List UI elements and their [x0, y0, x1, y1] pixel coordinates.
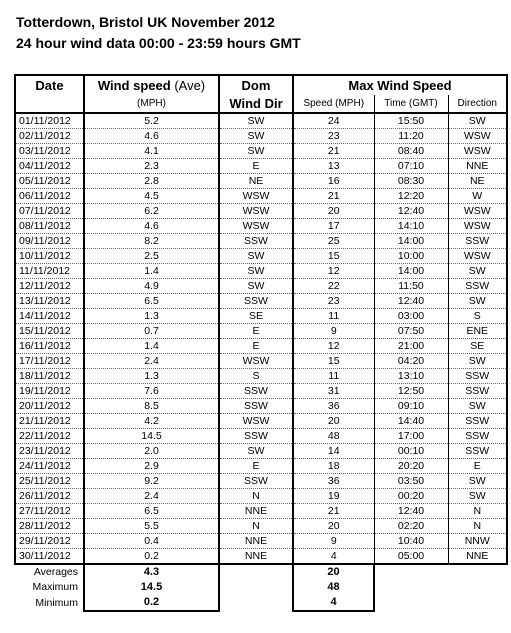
cell-max-direction: NNE: [448, 549, 507, 565]
summary-empty: [374, 580, 448, 595]
cell-max-time: 08:30: [374, 174, 448, 189]
cell-max-direction: SSW: [448, 429, 507, 444]
cell-ave-speed: 6.5: [84, 294, 219, 309]
cell-date: 06/11/2012: [15, 189, 84, 204]
cell-ave-speed: 6.2: [84, 204, 219, 219]
cell-max-direction: WSW: [448, 249, 507, 264]
cell-ave-speed: 2.4: [84, 354, 219, 369]
table-row: [15, 249, 507, 264]
summary-ave-speed: 14.5: [84, 580, 219, 595]
summary-label: Maximum: [32, 581, 78, 593]
cell-date: 19/11/2012: [15, 384, 84, 399]
cell-ave-speed: 2.9: [84, 459, 219, 474]
cell-dom-dir: SSW: [219, 399, 293, 414]
cell-date: 07/11/2012: [15, 204, 84, 219]
cell-date: 28/11/2012: [15, 519, 84, 534]
cell-ave-speed: 4.6: [84, 219, 219, 234]
cell-max-speed: 13: [293, 159, 374, 174]
cell-dom-dir: WSW: [219, 189, 293, 204]
cell-dom-dir: WSW: [219, 354, 293, 369]
summary-row: [15, 564, 507, 580]
cell-max-direction: NE: [448, 174, 507, 189]
table-row: [15, 204, 507, 219]
cell-max-time: 14:10: [374, 219, 448, 234]
cell-dom-dir: SW: [219, 129, 293, 144]
cell-max-speed: 36: [293, 474, 374, 489]
cell-dom-dir: SW: [219, 279, 293, 294]
cell-dom-dir: SSW: [219, 384, 293, 399]
cell-max-direction: SW: [448, 264, 507, 279]
cell-dom-dir: NNE: [219, 504, 293, 519]
cell-max-direction: SW: [448, 294, 507, 309]
cell-dom-dir: WSW: [219, 204, 293, 219]
cell-max-time: 15:50: [374, 113, 448, 129]
cell-ave-speed: 1.3: [84, 309, 219, 324]
summary-empty: [219, 564, 293, 580]
cell-max-speed: 15: [293, 249, 374, 264]
cell-max-direction: NNE: [448, 159, 507, 174]
cell-max-direction: S: [448, 309, 507, 324]
cell-date: 11/11/2012: [15, 264, 84, 279]
cell-max-time: 03:00: [374, 309, 448, 324]
cell-date: 17/11/2012: [15, 354, 84, 369]
cell-dom-dir: N: [219, 489, 293, 504]
cell-date: 09/11/2012: [15, 234, 84, 249]
cell-dom-dir: NNE: [219, 549, 293, 565]
cell-max-time: 10:40: [374, 534, 448, 549]
cell-max-speed: 48: [293, 429, 374, 444]
cell-max-speed: 21: [293, 144, 374, 159]
cell-date: 20/11/2012: [15, 399, 84, 414]
cell-date: 10/11/2012: [15, 249, 84, 264]
cell-max-speed: 12: [293, 264, 374, 279]
cell-max-direction: E: [448, 459, 507, 474]
cell-ave-speed: 7.6: [84, 384, 219, 399]
cell-max-direction: NNW: [448, 534, 507, 549]
header-wind-speed-label: Wind speed: [97, 78, 171, 93]
cell-max-time: 12:40: [374, 204, 448, 219]
cell-dom-dir: NE: [219, 174, 293, 189]
table-row: [15, 489, 507, 504]
cell-max-direction: SW: [448, 474, 507, 489]
cell-max-time: 11:20: [374, 129, 448, 144]
cell-dom-dir: NNE: [219, 534, 293, 549]
table-row: [15, 264, 507, 279]
cell-date: 18/11/2012: [15, 369, 84, 384]
cell-date: 21/11/2012: [15, 414, 84, 429]
cell-max-time: 17:00: [374, 429, 448, 444]
cell-max-speed: 23: [293, 294, 374, 309]
table-row: [15, 519, 507, 534]
cell-ave-speed: 4.2: [84, 414, 219, 429]
cell-dom-dir: SW: [219, 264, 293, 279]
cell-ave-speed: 5.2: [84, 113, 219, 129]
cell-ave-speed: 14.5: [84, 429, 219, 444]
cell-dom-dir: SE: [219, 309, 293, 324]
cell-dom-dir: E: [219, 339, 293, 354]
cell-dom-dir: SW: [219, 144, 293, 159]
cell-max-time: 21:00: [374, 339, 448, 354]
header-max-wind-speed: Max Wind Speed: [293, 75, 507, 95]
cell-max-direction: SW: [448, 113, 507, 129]
cell-max-direction: WSW: [448, 144, 507, 159]
cell-date: 15/11/2012: [15, 324, 84, 339]
cell-max-time: 08:40: [374, 144, 448, 159]
header-wind-dir: Wind Dir: [219, 95, 293, 113]
cell-max-direction: N: [448, 519, 507, 534]
table-row: [15, 159, 507, 174]
title-line-1: Totterdown, Bristol UK November 2012: [16, 14, 275, 30]
cell-ave-speed: 6.5: [84, 504, 219, 519]
cell-max-time: 12:20: [374, 189, 448, 204]
cell-date: 03/11/2012: [15, 144, 84, 159]
table-row: [15, 324, 507, 339]
cell-max-speed: 16: [293, 174, 374, 189]
table-row: [15, 474, 507, 489]
table-row: [15, 444, 507, 459]
cell-dom-dir: SSW: [219, 429, 293, 444]
header-row-1: [15, 75, 507, 95]
table-row: [15, 129, 507, 144]
cell-date: 22/11/2012: [15, 429, 84, 444]
cell-max-time: 12:40: [374, 294, 448, 309]
header-date: Date: [15, 75, 84, 95]
cell-max-time: 05:00: [374, 549, 448, 565]
cell-ave-speed: 4.6: [84, 129, 219, 144]
cell-max-speed: 4: [293, 549, 374, 565]
cell-date: 02/11/2012: [15, 129, 84, 144]
summary-label: Averages: [33, 566, 78, 578]
cell-date: 30/11/2012: [15, 549, 84, 565]
cell-max-time: 04:20: [374, 354, 448, 369]
cell-max-speed: 9: [293, 534, 374, 549]
cell-ave-speed: 1.3: [84, 369, 219, 384]
cell-max-speed: 14: [293, 444, 374, 459]
cell-max-time: 14:40: [374, 414, 448, 429]
table-row: [15, 174, 507, 189]
cell-max-speed: 11: [293, 369, 374, 384]
cell-max-speed: 25: [293, 234, 374, 249]
cell-dom-dir: E: [219, 459, 293, 474]
summary-empty: [448, 564, 507, 580]
summary-empty: [374, 564, 448, 580]
cell-ave-speed: 4.1: [84, 144, 219, 159]
cell-ave-speed: 0.2: [84, 549, 219, 565]
cell-max-direction: SW: [448, 354, 507, 369]
cell-ave-speed: 2.4: [84, 489, 219, 504]
cell-ave-speed: 5.5: [84, 519, 219, 534]
cell-max-direction: SSW: [448, 369, 507, 384]
table-row: [15, 113, 507, 129]
cell-max-direction: N: [448, 504, 507, 519]
table-row: [15, 384, 507, 399]
header-speed-mph: Speed (MPH): [293, 95, 374, 113]
cell-max-speed: 17: [293, 219, 374, 234]
summary-empty: [219, 580, 293, 595]
header-wind-speed: [84, 75, 219, 95]
cell-date: 26/11/2012: [15, 489, 84, 504]
cell-max-time: 00:10: [374, 444, 448, 459]
cell-dom-dir: SSW: [219, 474, 293, 489]
summary-empty: [448, 580, 507, 595]
table-row: [15, 399, 507, 414]
cell-max-speed: 18: [293, 459, 374, 474]
cell-max-speed: 19: [293, 489, 374, 504]
cell-dom-dir: E: [219, 324, 293, 339]
cell-dom-dir: SSW: [219, 234, 293, 249]
cell-ave-speed: 4.5: [84, 189, 219, 204]
cell-max-direction: SE: [448, 339, 507, 354]
summary-max-speed: 20: [293, 564, 374, 580]
table-row: [15, 429, 507, 444]
cell-max-direction: WSW: [448, 204, 507, 219]
cell-ave-speed: 1.4: [84, 339, 219, 354]
cell-max-direction: SSW: [448, 279, 507, 294]
cell-max-direction: ENE: [448, 324, 507, 339]
cell-max-speed: 9: [293, 324, 374, 339]
cell-max-direction: SSW: [448, 384, 507, 399]
table-row: [15, 369, 507, 384]
cell-ave-speed: 1.4: [84, 264, 219, 279]
table-row: [15, 279, 507, 294]
cell-date: 08/11/2012: [15, 219, 84, 234]
cell-max-direction: SSW: [448, 444, 507, 459]
table-row: [15, 219, 507, 234]
cell-date: 12/11/2012: [15, 279, 84, 294]
cell-max-speed: 15: [293, 354, 374, 369]
header-direction: Direction: [448, 95, 507, 113]
cell-date: 24/11/2012: [15, 459, 84, 474]
cell-date: 16/11/2012: [15, 339, 84, 354]
summary-label: Minimum: [35, 596, 78, 609]
cell-ave-speed: 4.9: [84, 279, 219, 294]
summary-empty: [219, 595, 293, 611]
table-row: [15, 189, 507, 204]
cell-ave-speed: 8.5: [84, 399, 219, 414]
summary-row: [15, 595, 507, 611]
cell-max-time: 12:50: [374, 384, 448, 399]
cell-dom-dir: N: [219, 519, 293, 534]
cell-max-direction: SSW: [448, 234, 507, 249]
cell-dom-dir: WSW: [219, 414, 293, 429]
table-row: [15, 294, 507, 309]
title-line-2: 24 hour wind data 00:00 - 23:59 hours GMT: [16, 35, 301, 51]
table-row: [15, 309, 507, 324]
summary-max-speed: 4: [293, 595, 374, 611]
cell-max-speed: 24: [293, 113, 374, 129]
cell-date: 23/11/2012: [15, 444, 84, 459]
cell-max-speed: 22: [293, 279, 374, 294]
header-wind-speed-unit: (MPH): [84, 95, 219, 113]
summary-empty: [448, 595, 507, 611]
cell-max-speed: 20: [293, 414, 374, 429]
cell-date: 05/11/2012: [15, 174, 84, 189]
table-row: [15, 354, 507, 369]
table-row: [15, 534, 507, 549]
cell-max-speed: 21: [293, 504, 374, 519]
cell-max-time: 07:50: [374, 324, 448, 339]
summary-ave-speed: 4.3: [84, 564, 219, 580]
cell-max-time: 13:10: [374, 369, 448, 384]
cell-date: 25/11/2012: [15, 474, 84, 489]
cell-max-time: 03:50: [374, 474, 448, 489]
table-row: [15, 414, 507, 429]
summary-row: [15, 580, 507, 595]
cell-date: 29/11/2012: [15, 534, 84, 549]
cell-max-direction: WSW: [448, 219, 507, 234]
cell-dom-dir: SW: [219, 113, 293, 129]
cell-max-speed: 11: [293, 309, 374, 324]
cell-max-speed: 20: [293, 204, 374, 219]
cell-max-time: 11:50: [374, 279, 448, 294]
cell-date: 01/11/2012: [15, 113, 84, 129]
cell-ave-speed: 0.7: [84, 324, 219, 339]
cell-ave-speed: 0.4: [84, 534, 219, 549]
wind-data-table: [14, 74, 508, 612]
table-row: [15, 339, 507, 354]
cell-ave-speed: 2.0: [84, 444, 219, 459]
cell-max-speed: 23: [293, 129, 374, 144]
cell-max-time: 14:00: [374, 264, 448, 279]
table-row: [15, 459, 507, 474]
cell-ave-speed: 8.2: [84, 234, 219, 249]
cell-date: 13/11/2012: [15, 294, 84, 309]
cell-max-time: 20:20: [374, 459, 448, 474]
cell-date: 27/11/2012: [15, 504, 84, 519]
cell-max-speed: 12: [293, 339, 374, 354]
cell-dom-dir: SW: [219, 249, 293, 264]
cell-max-time: 12:40: [374, 504, 448, 519]
cell-max-direction: SW: [448, 489, 507, 504]
cell-dom-dir: WSW: [219, 219, 293, 234]
cell-max-direction: WSW: [448, 129, 507, 144]
table-row: [15, 144, 507, 159]
cell-max-speed: 31: [293, 384, 374, 399]
cell-date: 14/11/2012: [15, 309, 84, 324]
cell-max-time: 14:00: [374, 234, 448, 249]
summary-empty: [374, 595, 448, 611]
cell-ave-speed: 2.3: [84, 159, 219, 174]
cell-max-time: 02:20: [374, 519, 448, 534]
header-wind-speed-ave: (Ave): [174, 78, 206, 93]
cell-max-direction: W: [448, 189, 507, 204]
table-row: [15, 504, 507, 519]
cell-ave-speed: 2.8: [84, 174, 219, 189]
cell-max-time: 10:00: [374, 249, 448, 264]
cell-max-time: 07:10: [374, 159, 448, 174]
cell-max-time: 09:10: [374, 399, 448, 414]
cell-dom-dir: SW: [219, 444, 293, 459]
header-time-gmt: Time (GMT): [374, 95, 448, 113]
cell-max-speed: 36: [293, 399, 374, 414]
cell-max-direction: SSW: [448, 414, 507, 429]
table-row: [15, 549, 507, 565]
table-row: [15, 234, 507, 249]
header-row-2: [15, 95, 507, 113]
cell-max-direction: SW: [448, 399, 507, 414]
cell-max-speed: 21: [293, 189, 374, 204]
cell-dom-dir: SSW: [219, 294, 293, 309]
cell-ave-speed: 2.5: [84, 249, 219, 264]
cell-ave-speed: 9.2: [84, 474, 219, 489]
cell-dom-dir: S: [219, 369, 293, 384]
cell-date: 04/11/2012: [15, 159, 84, 174]
header-dom: Dom: [219, 75, 293, 95]
cell-max-time: 00:20: [374, 489, 448, 504]
cell-max-speed: 20: [293, 519, 374, 534]
summary-max-speed: 48: [293, 580, 374, 595]
summary-ave-speed: 0.2: [84, 595, 219, 611]
cell-dom-dir: E: [219, 159, 293, 174]
